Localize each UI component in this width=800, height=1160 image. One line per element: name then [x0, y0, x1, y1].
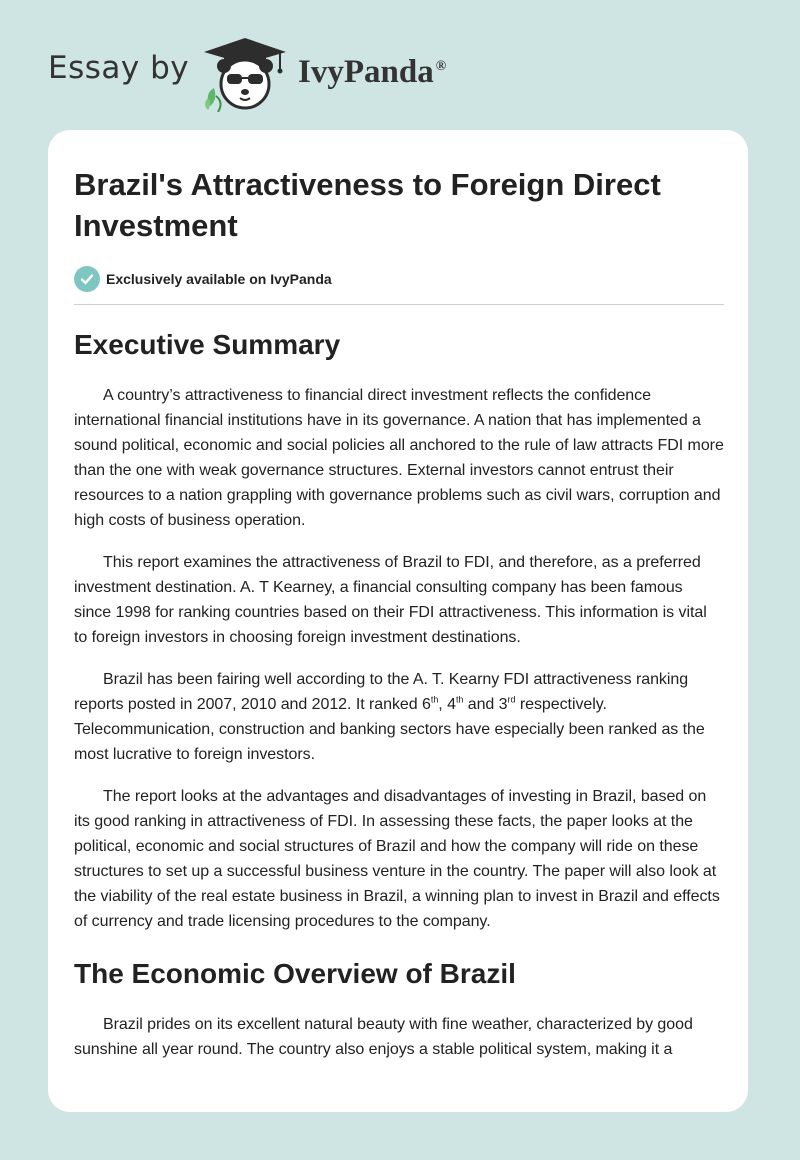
- title-divider: [74, 304, 724, 305]
- essay-title: Brazil's Attractiveness to Foreign Direct Investment: [74, 167, 661, 243]
- paragraph: Brazil prides on its excellent natural beauty with fine weather, characterized by good sunshine all year round. The country also enjoys a stable political system, making it a: [74, 1016, 693, 1058]
- paragraph: This report examines the attractiveness of Brazil to FDI, and therefore, as a preferred investment destination. A. T Kearney, a financial consulting company has been famous since 1998 for ranking countries based on their FDI attractiveness. This information is vital to foreign investors in choosing foreign investment destinations.: [74, 554, 707, 646]
- paragraph: The report looks at the advantages and disadvantages of investing in Brazil, based on its good ranking in attractiveness of FDI. In assessing these facts, the paper looks at the political, economic and social structures of Brazil and how the company will ride on these structures to set up a successful business venture in the country. The paper will also look at the viability of the real estate business in Brazil, a winning plan to invest in Brazil and effects of currency and trade licensing procedures to the company.: [74, 788, 720, 930]
- section-heading: Executive Summary: [74, 329, 341, 360]
- essay-card: [48, 130, 748, 1112]
- paragraph: A country’s attractiveness to financial direct investment reflects the confidence international financial institutions have in its governance. A nation that has implemented a sound political, economic and social policies all anchored to the rule of law attracts FDI more than the one with weak governance structures. External investors cannot entrust their resources to a nation grappling with governance problems such as civil wars, corruption and high costs of business operation.: [74, 387, 724, 529]
- essay-by-label: Essay by: [48, 50, 190, 86]
- brand-name[interactable]: IvyPanda ®: [298, 54, 447, 90]
- check-icon: [74, 266, 100, 292]
- site-header: [48, 36, 548, 116]
- paragraph: Brazil has been fairing well according to the A. T. Kearny FDI attractiveness ranking reports posted in 2007, 2010 and 2012. It ranked 6th, 4th and 3rd respectively. Telecommunication, construction and banking sectors have especially been ranked as the most lucrative to foreign investors.: [74, 671, 705, 763]
- section-heading: The Economic Overview of Brazil: [74, 958, 516, 989]
- exclusive-label: Exclusively available on IvyPanda: [106, 271, 332, 287]
- exclusive-badge: [74, 266, 724, 292]
- panda-graduate-logo-icon[interactable]: [200, 36, 290, 112]
